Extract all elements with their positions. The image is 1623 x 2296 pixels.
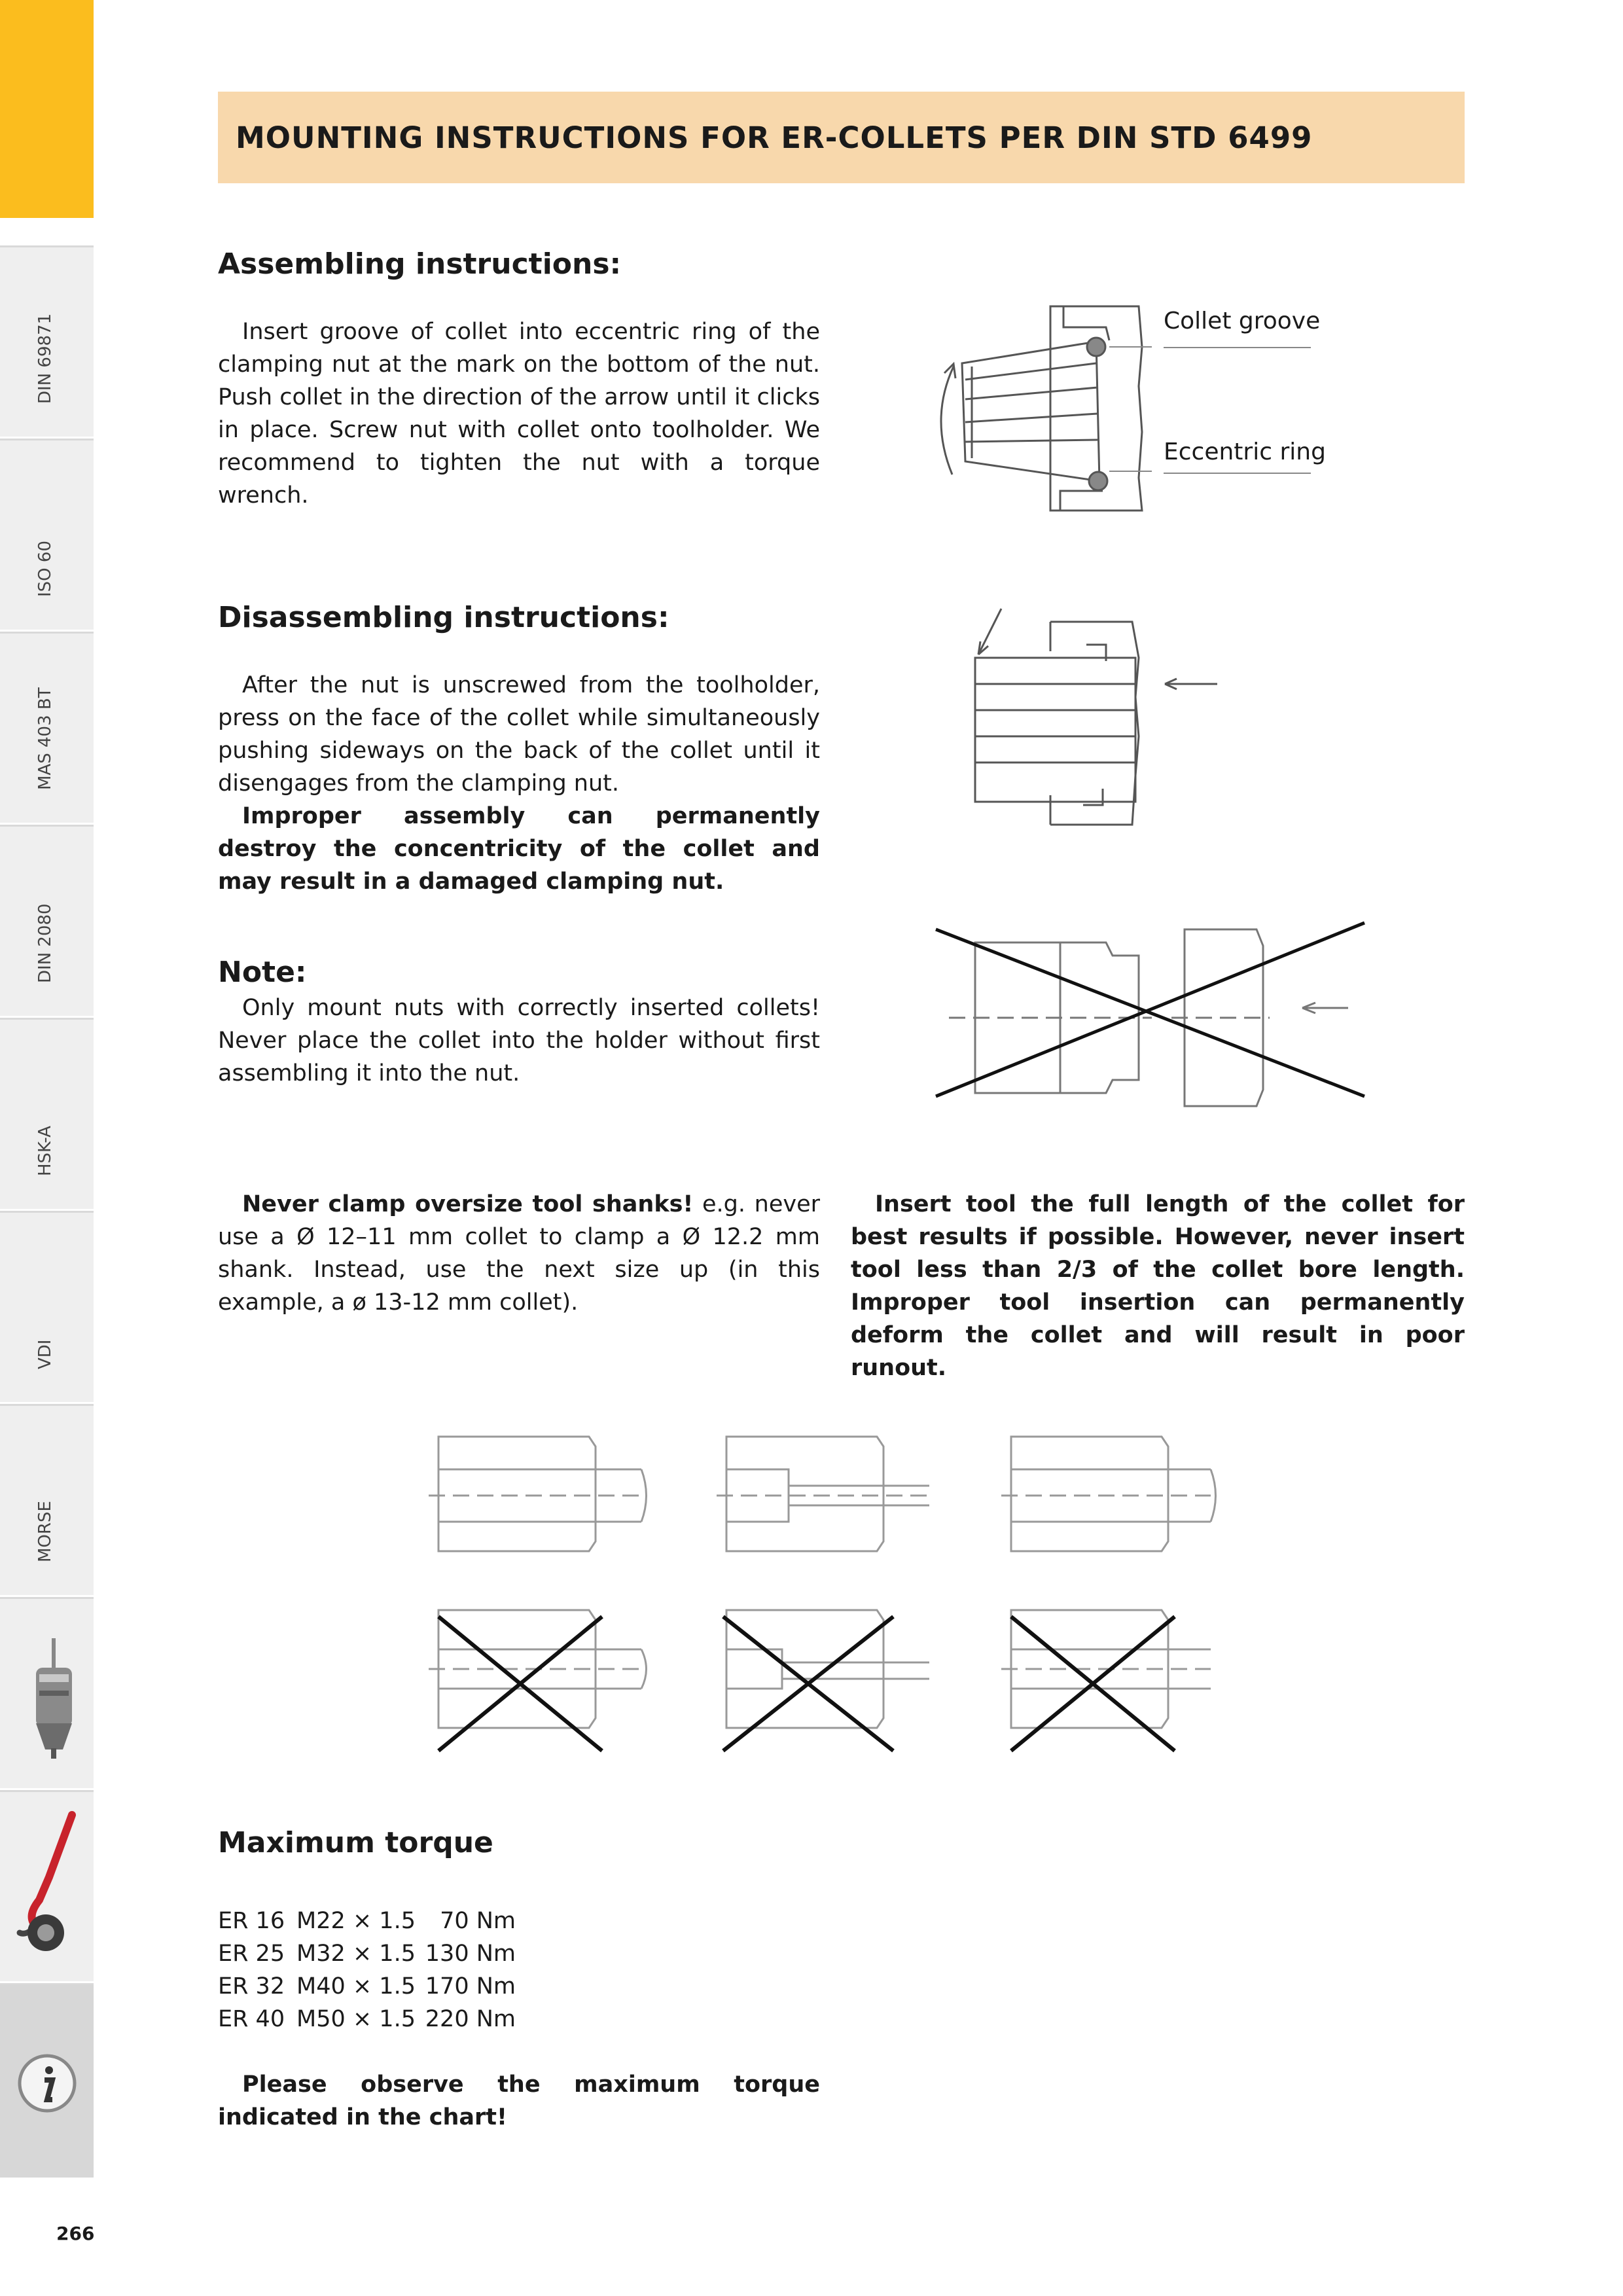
wrench-nut-icon [0,1792,94,1982]
tab-label: VDI [35,1339,55,1369]
note-heading: Note: [218,956,307,989]
tab-label: DIN 69871 [35,313,55,404]
eccentric-ring-label: Eccentric ring [1164,439,1326,465]
drill-chuck-icon [0,1599,94,1789]
table-row: ER 40 M50 × 1.5 220 Nm [218,2006,516,2032]
disassembling-heading: Disassembling instructions: [218,601,669,634]
insertion-text: Insert tool the full length of the collet for best results if possible. However, never insert tool less than 2/3 of the collet bore length. Improper tool insertion can permanently deform the collet and will result in poor runout. [851,1191,1465,1381]
page-header [218,92,1465,183]
tab-label: MAS 403 BT [35,687,55,790]
assembling-text: Insert groove of collet into eccentric ring of the clamping nut at the mark on the bottom of the nut. Push collet in the direction of the arrow until it clicks in place. Screw nut with collet onto toolholder. We recommend to tighten the nut with a torque wrench. [218,319,820,509]
collet-groove-leader [1164,347,1311,348]
tab-din-69871[interactable] [0,245,94,439]
table-row: ER 32 M40 × 1.5 170 Nm [218,1973,516,2000]
assembling-diagram [913,301,1155,524]
disassembling-text: After the nut is unscrewed from the toolholder, press on the face of the collet while simultaneously pushing sideways on the back of the collet until it disengages from the clamping nut. Improper assembly can permanently destroy the concentricity of the collet and may result in a damaged clamping nut. [218,669,820,898]
tab-din-2080[interactable] [0,825,94,1018]
tab-info[interactable] [0,1983,94,2179]
page-title: MOUNTING INSTRUCTIONS FOR ER-COLLETS PER DIN STD 6499 [236,120,1313,155]
tab-hsk-a[interactable] [0,1018,94,1211]
tab-iso-60[interactable] [0,439,94,632]
tab-mas-403-bt[interactable] [0,632,94,825]
disassembling-diagram [969,599,1230,834]
assembling-heading: Assembling instructions: [218,247,622,281]
table-row: ER 16 M22 × 1.5 70 Nm [218,1908,516,1934]
insertion-diagrams [425,1420,1230,1767]
tab-label: HSK-A [35,1126,55,1176]
torque-footer: Please observe the maximum torque indicated in the chart! [218,2072,820,2130]
torque-table [218,1905,516,2036]
sidebar-accent-tab [0,0,94,218]
tab-label: MORSE [35,1501,55,1562]
disassembling-warning: Improper assembly can permanently destroy the concentricity of the collet and may result in a damaged clamping nut. [218,803,820,895]
info-icon [0,1985,94,2175]
tab-wrench[interactable] [0,1790,94,1983]
sidebar-nav [0,0,94,2179]
oversize-lead: Never clamp oversize tool shanks! [242,1191,694,1217]
oversize-text: Never clamp oversize tool shanks! e.g. never use a Ø 12–11 mm collet to clamp a Ø 12.2 mm shank. Instead, use the next size up (in this example, a ø 13-12 mm collet). [218,1191,820,1316]
collet-groove-label: Collet groove [1164,308,1321,334]
tab-label: DIN 2080 [35,903,55,983]
note-text: Only mount nuts with correctly inserted collets! Never place the collet into the holder without first assembling it into the nut. [218,995,820,1086]
torque-heading: Maximum torque [218,1826,493,1859]
tab-morse[interactable] [0,1404,94,1597]
tab-label: ISO 60 [35,541,55,597]
tab-vdi[interactable] [0,1211,94,1404]
tab-drill-chuck[interactable] [0,1597,94,1790]
wrong-mounting-diagram [929,916,1374,1113]
page-number: 266 [56,2223,95,2244]
eccentric-ring-leader [1164,473,1311,474]
table-row: ER 25 M32 × 1.5 130 Nm [218,1941,516,1967]
